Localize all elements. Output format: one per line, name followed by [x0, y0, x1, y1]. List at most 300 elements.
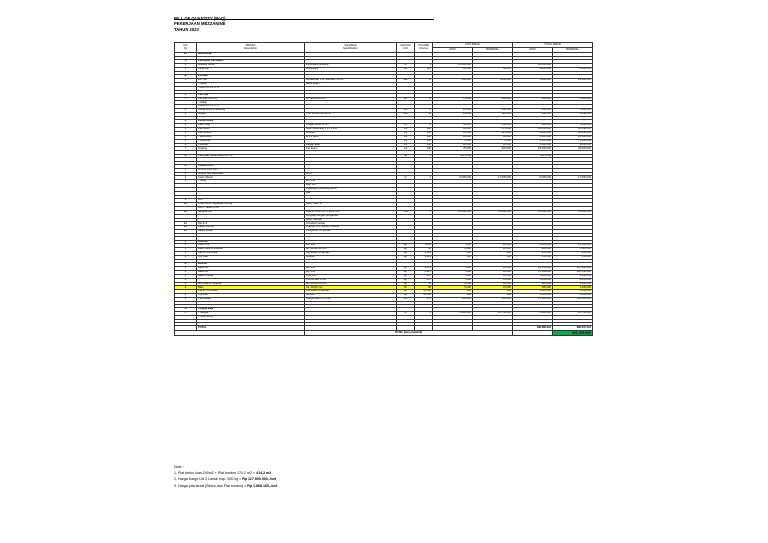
- cell-spec: Uk. 16x35 mm: [305, 286, 397, 290]
- cell-mat: 200.000: [473, 147, 513, 151]
- cell-spec: Cat dasar 3x lapisan: [305, 252, 397, 256]
- cell-jasa: 6.000: [433, 282, 473, 286]
- col-uraian: URAIAN Description: [197, 43, 305, 53]
- cell-vol: 56: [415, 248, 433, 252]
- cell-vol: 1.319: [415, 252, 433, 256]
- cell-uraian: Pasir urug: [197, 124, 305, 128]
- cell-uraian: Sangkar Lift: [197, 210, 305, 214]
- cell-uraian: Base plate & Stiffener: [197, 248, 305, 252]
- cell-tm: 117.580.000: [553, 267, 593, 271]
- cell-vol: 5.327: [415, 270, 433, 274]
- notes-title: Note :: [174, 465, 184, 469]
- cell-tm: 106.540.000: [553, 270, 593, 274]
- cell-no: 8: [175, 294, 197, 298]
- note-value: Rp 117.500.000,-/set: [242, 477, 277, 482]
- cell-sat: m2: [397, 298, 415, 302]
- cell-jasa: 10.000: [433, 135, 473, 139]
- cell-spec: Bondek: [305, 131, 397, 135]
- cell-tj: 5.000.000: [513, 176, 553, 180]
- col-total-material: MATERIAL: [553, 48, 593, 53]
- cell-uraian: - Galian: [197, 101, 305, 105]
- grand-total-label: TOTAL (jasa+material): [305, 331, 513, 336]
- cell-jasa: 3.675.000: [433, 154, 473, 158]
- note-value: Rp 1.868.165,-/m2: [247, 483, 278, 488]
- cell-mat: 20.000: [473, 270, 513, 274]
- cell-no: 1: [175, 244, 197, 248]
- cell-vol: 240: [415, 128, 433, 132]
- cell-no: 2: [175, 248, 197, 252]
- cell-uraian: Balok Bordes: [197, 274, 305, 278]
- cell-no: 2: [175, 67, 197, 71]
- cell-tj: 2.400.000: [513, 143, 553, 147]
- cell-tj: 150.000: [513, 109, 553, 113]
- cell-tj: 480.000: [513, 113, 553, 117]
- cell-uraian: Pondasi: [197, 74, 305, 78]
- cell-tj: 659.500: [513, 256, 553, 260]
- cell-no: 1: [175, 63, 197, 67]
- cell-uraian: BALOK: [197, 263, 305, 267]
- cell-uraian: Kolom Mesin: [197, 176, 305, 180]
- cell-tm: 17.000.000: [553, 176, 593, 180]
- cell-no: F: [175, 240, 197, 244]
- cell-spec: Plat bondex 0.75 mm: [305, 298, 397, 302]
- note-item: [174, 483, 277, 489]
- cell-tj: 324.000: [513, 282, 553, 286]
- cell-tj: 3.600.000: [513, 78, 553, 82]
- cell-tj: 18.000.000: [513, 147, 553, 151]
- cell-vol: 240: [415, 147, 433, 151]
- cell-vol: 8: [415, 78, 433, 82]
- cell-no: D: [175, 164, 197, 168]
- cell-sat: titik: [397, 78, 415, 82]
- cell-no: 2: [175, 109, 197, 113]
- cell-uraian: Safety Brake: [197, 230, 305, 234]
- cell-tj: 5.000.000: [513, 312, 553, 316]
- cell-vol: 1.319: [415, 256, 433, 260]
- cell-tj: 37.289.000: [513, 270, 553, 274]
- cell-no: E: [175, 154, 197, 158]
- cell-spec: uk. 30x20x10 mm: [305, 282, 397, 286]
- cell-no: 3: [175, 274, 197, 278]
- cell-jasa: 50.000: [433, 124, 473, 128]
- cell-jasa: 500: [433, 294, 473, 298]
- cell-uraian: Lantai kerja & bekisting: [197, 109, 305, 113]
- cell-mat: 20.000: [473, 143, 513, 147]
- cell-no: 4: [175, 278, 197, 282]
- note-value: 414,2 m2: [256, 471, 272, 476]
- cell-no: 1: [175, 168, 197, 172]
- cell-no: E1: [175, 210, 197, 214]
- cell-vol: 1: [415, 63, 433, 67]
- cell-uraian: CARGO LIFT: [197, 164, 305, 168]
- cell-tm: 1.200.000: [553, 139, 593, 143]
- cell-sat: bh: [397, 286, 415, 290]
- boq-table: [174, 42, 593, 336]
- cell-spec: Plat bordes 3 mm: [305, 278, 397, 282]
- cell-tj: 200.000: [513, 124, 553, 128]
- cell-tm: 4.005.000: [553, 278, 593, 282]
- cell-no: 5: [175, 282, 197, 286]
- cell-tj: 336.000: [513, 248, 553, 252]
- cell-jasa: 5.000.000: [433, 312, 473, 316]
- cell-tm: 12.750.000: [553, 312, 593, 316]
- cell-spec: Pengaman 60 persen: [305, 230, 397, 234]
- note-number: 1.: [174, 471, 177, 476]
- cell-mat: 250.000: [473, 124, 513, 128]
- cell-jasa: 500: [433, 290, 473, 294]
- cell-mat: 500: [473, 256, 513, 260]
- cell-vol: 4: [415, 124, 433, 128]
- cell-uraian: - Bekisting: [197, 139, 305, 143]
- col-no: NO No: [175, 43, 197, 53]
- cell-spec: Bondex: [305, 256, 397, 260]
- notes: [174, 464, 277, 489]
- cell-tm: 686.037.410: [553, 326, 593, 331]
- cell-sat: m2: [397, 109, 415, 113]
- cell-no: 3: [175, 176, 197, 180]
- cell-mat: 500: [473, 290, 513, 294]
- cell-tm: 1.200.000: [553, 286, 593, 290]
- cell-mat: 20.000: [473, 267, 513, 271]
- cell-uraian: 300 V Tebal 2 mm: [197, 206, 305, 210]
- cell-jasa: 10.000: [433, 143, 473, 147]
- cell-tm: 1.080.000: [553, 109, 593, 113]
- cell-no: E1: [175, 222, 197, 226]
- cell-uraian: Pile cap 6 (P.C1): [197, 97, 305, 101]
- cell-vol: 1: [415, 210, 433, 214]
- doc-project: PEKERJAAN MEZZANINE: [174, 21, 226, 27]
- cell-no: B: [175, 74, 197, 78]
- cell-vol: 1.263: [415, 244, 433, 248]
- cell-sat: kg: [397, 282, 415, 286]
- note-number: 2.: [174, 477, 177, 482]
- cell-uraian: TOTAL: [197, 326, 305, 331]
- cell-uraian: STRUKTUR LIFT: [197, 168, 305, 172]
- cell-tm: 5.841.000: [553, 294, 593, 298]
- cell-sat: kg: [397, 252, 415, 256]
- cell-tj: 1.200.000: [513, 139, 553, 143]
- boq-body: [175, 53, 593, 336]
- cell-tm: 42.048.000: [553, 128, 593, 132]
- cell-jasa: 6.000: [433, 248, 473, 252]
- cell-sat: bh: [397, 97, 415, 101]
- cell-spec: Urugan tebal 10 cm: [305, 124, 397, 128]
- boq-sheet: [174, 16, 592, 488]
- cell-jasa: 10.000.000: [433, 210, 473, 214]
- cell-mat: 120.000: [473, 113, 513, 117]
- cell-sat: m2: [397, 131, 415, 135]
- cell-tm: 659.500: [553, 252, 593, 256]
- cell-vol: 80: [415, 286, 433, 290]
- cell-tj: 5.841.000: [513, 290, 553, 294]
- cell-mat: 500: [473, 252, 513, 256]
- cell-spec: 2 lantai, PLC system, tombol: [305, 226, 397, 230]
- cell-uraian: Lantai Dasar: [197, 120, 305, 124]
- cell-mat: 60.000: [473, 67, 513, 71]
- cell-sat: kg: [397, 274, 415, 278]
- cell-mat: 500: [473, 294, 513, 298]
- cell-uraian: MEZANINE: [197, 53, 305, 57]
- cell-vol: 1: [415, 312, 433, 316]
- cell-no: 2: [175, 172, 197, 176]
- cell-no: E1: [175, 230, 197, 234]
- cell-spec: penel manual: [305, 218, 397, 222]
- cell-mat: 15.000: [473, 286, 513, 290]
- cell-no: 4: [175, 135, 197, 139]
- cell-jasa: 25.000: [433, 109, 473, 113]
- cell-uraian: Panel Control: [197, 226, 305, 230]
- cell-spec: Ukuran 1600 mm x 2000 mm: [305, 210, 397, 214]
- cell-jasa: 500: [433, 252, 473, 256]
- cell-mat: 175.200: [473, 128, 513, 132]
- cell-vol: 54: [415, 282, 433, 286]
- cell-uraian: Gudang Kerja: [197, 63, 305, 67]
- cell-vol: 110: [415, 67, 433, 71]
- cell-tj: 198.288.916: [513, 326, 553, 331]
- cell-sat: kg: [397, 267, 415, 271]
- cell-mat: 12.750.000: [473, 312, 513, 316]
- cell-no: G: [175, 263, 197, 267]
- cell-sat: m2: [397, 139, 415, 143]
- cell-sat: kg: [397, 290, 415, 294]
- note-text: Harga plat lantai (Beton dan Plat bordes) =: [178, 483, 248, 488]
- cell-uraian: Bor Pile: [197, 78, 305, 82]
- cell-tm: 1.080.000: [553, 282, 593, 286]
- cell-jasa: 500: [433, 256, 473, 260]
- cell-spec: Bondex: [305, 294, 397, 298]
- cell-empty: [175, 331, 305, 336]
- cell-vol: 6: [415, 109, 433, 113]
- cell-uraian: Balok B2: [197, 270, 305, 274]
- cell-vol: 240: [415, 139, 433, 143]
- cell-tj: 600.000: [513, 97, 553, 101]
- cell-spec: Penunjang Gudang: [305, 63, 397, 67]
- cell-jasa: 10.000.000: [433, 63, 473, 67]
- cell-no: C: [175, 93, 197, 97]
- cell-vol: 240: [415, 143, 433, 147]
- cell-jasa: 5.000.000: [433, 176, 473, 180]
- cell-tm: 55.000.000: [553, 210, 593, 214]
- cell-sat: unit: [397, 210, 415, 214]
- cell-no: 1: [175, 97, 197, 101]
- doc-title: BILL OF QUANTITY (BoQ): [174, 16, 226, 21]
- cell-spec: ikat: [305, 192, 397, 196]
- cell-uraian: Kolom K1: [197, 244, 305, 248]
- cell-spec: Included bracket: [305, 222, 397, 226]
- cell-uraian: Chain Hoist Kapasitas 500 kg: [197, 203, 305, 207]
- cell-no: 3: [175, 252, 197, 256]
- cell-tj: 5.841.000: [513, 294, 553, 298]
- cell-no: 1: [175, 312, 197, 316]
- col-satuan: SATUAN Unit: [397, 43, 415, 53]
- cell-uraian: Topping: [197, 147, 305, 151]
- cell-uraian: Plat bondex: [197, 131, 305, 135]
- cell-jasa: 35.000: [433, 67, 473, 71]
- cell-mat: 55.000.000: [473, 210, 513, 214]
- col-unit-material: MATERIAL: [473, 48, 513, 53]
- cell-mat: 600.000: [473, 298, 513, 302]
- cell-jasa: 100.000: [433, 298, 473, 302]
- cell-no: 4: [175, 180, 197, 184]
- cell-sat: kg: [397, 278, 415, 282]
- col-total-price: TOTAL PRICE: [513, 43, 593, 48]
- cell-spec: WF 200: [305, 270, 397, 274]
- cell-spec: scaffolding: [305, 67, 397, 71]
- cell-sat: ls: [397, 176, 415, 180]
- cell-vol: 267: [415, 278, 433, 282]
- cell-no: H: [175, 308, 197, 312]
- note-text: Harga Kargo Lift 2 Lantai Kap. 500 kg =: [178, 477, 243, 482]
- cell-tj: 3.675.000: [513, 154, 553, 158]
- cell-tm: 1.000.000: [553, 124, 593, 128]
- cell-tj: 659.500: [513, 252, 553, 256]
- cell-uraian: - Pipa railing: [197, 316, 305, 320]
- cell-tm: 103.200.000: [553, 298, 593, 302]
- cell-jasa: 5.000: [433, 139, 473, 143]
- cell-uraian: Tangga Baja: [197, 308, 305, 312]
- note-number: 3.: [174, 483, 177, 488]
- cell-no: 5: [175, 139, 197, 143]
- cell-no: A: [175, 60, 197, 64]
- cell-tm: 1.120.000: [553, 248, 593, 252]
- cell-spec: M 16: [305, 172, 397, 176]
- cell-uraian: Cat 3x Chromate: [197, 290, 305, 294]
- cell-tj: 20.400.000: [513, 128, 553, 132]
- cell-no: 1: [175, 267, 197, 271]
- cell-tj: 3.850.000: [513, 67, 553, 71]
- col-unit-jasa: JASA: [433, 48, 473, 53]
- cell-tm: 25.260.000: [553, 244, 593, 248]
- cell-no: E1: [175, 203, 197, 207]
- cell-spec: uk. 60x60x60 cm: [305, 97, 397, 101]
- cell-sat: titik: [397, 113, 415, 117]
- cell-tm: 6.600.000: [553, 67, 593, 71]
- cell-tj: 400.000: [513, 286, 553, 290]
- cell-sat: m2: [397, 67, 415, 71]
- cell-jasa: 7.000: [433, 267, 473, 271]
- cell-uraian: - Wiremesh: [197, 135, 305, 139]
- grand-total-value: 891.209.000: [553, 331, 593, 336]
- cell-uraian: Pekerjaan lantai dasar ext. Mt: [197, 154, 305, 158]
- cell-spec: Merk Trans III: [305, 203, 397, 207]
- cell-spec: Kedalaman 6 m, diameter 30 cm: [305, 78, 397, 82]
- note-text: Plat beton luas 240m2 + Plat bordes 174,2 m2 =: [178, 471, 257, 476]
- cell-no: E1: [175, 53, 197, 57]
- cell-uraian: Perancah: [197, 67, 305, 71]
- cell-uraian: Plat Lantai: [197, 298, 305, 302]
- cell-vol: 32: [415, 113, 433, 117]
- cell-jasa: 25.000: [433, 131, 473, 135]
- cell-no: 1: [175, 124, 197, 128]
- cell-uraian: Angkur: [197, 113, 305, 117]
- col-unit-price: UNIT PRICE: [433, 43, 513, 48]
- cell-jasa: 85.000: [433, 128, 473, 132]
- cell-sat: kg: [397, 256, 415, 260]
- cell-no: 6: [175, 143, 197, 147]
- cell-vol: 257: [415, 274, 433, 278]
- cell-uraian: - Besi 4 D 13, D 8: [197, 105, 305, 109]
- cell-uraian: - Bondex: [197, 143, 305, 147]
- cell-tm: 30.000.000: [553, 131, 593, 135]
- cell-tj: 10.000.000: [513, 210, 553, 214]
- cell-uraian: - Besi 4 D 13, D 8: [197, 86, 305, 90]
- cell-spec: M 8 2 layer: [305, 135, 397, 139]
- cell-jasa: 450.000: [433, 78, 473, 82]
- cell-empty: [513, 331, 553, 336]
- cell-uraian: Cat 3x Chromate: [197, 252, 305, 256]
- cell-spec: Cor beton: [305, 147, 397, 151]
- cell-sat: ls: [397, 63, 415, 67]
- cell-tm: 20.400.000: [553, 135, 593, 139]
- cell-mat: 20.000: [473, 244, 513, 248]
- cell-jasa: 7.000: [433, 274, 473, 278]
- cell-mat: 400.000: [473, 97, 513, 101]
- cell-no: 7: [175, 290, 197, 294]
- cell-no: 6: [175, 286, 197, 290]
- cell-no: 9: [175, 298, 197, 302]
- cell-no: 4: [175, 256, 197, 260]
- cell-tm: 3.200.000: [553, 97, 593, 101]
- cell-vol: 1: [415, 154, 433, 158]
- header-rule: [174, 19, 434, 20]
- cell-uraian: Plat beton: [197, 128, 305, 132]
- cell-no: 2: [175, 128, 197, 132]
- cell-uraian: - Tiang: [197, 180, 305, 184]
- cell-tj: 1.800.000: [513, 274, 553, 278]
- cell-tj: 6.000.000: [513, 131, 553, 135]
- note-item: [174, 476, 277, 482]
- notes-list: [174, 470, 277, 489]
- cell-spec: Cat dasar 3x lapisan: [305, 290, 397, 294]
- cell-mat: 1.800.000: [473, 78, 513, 82]
- cell-spec: Lengkap dengan pengaman: [305, 214, 397, 218]
- cell-tj: 8.841.000: [513, 244, 553, 248]
- cell-spec: WF 200: [305, 267, 397, 271]
- cell-vol: 11.682: [415, 294, 433, 298]
- cell-tj: 17.200.000: [513, 298, 553, 302]
- cell-uraian: LIFT: [197, 199, 305, 203]
- doc-year: TAHUN 2023: [174, 26, 199, 32]
- cell-jasa: 75.000: [433, 147, 473, 151]
- cell-tm: 14.400.000: [553, 78, 593, 82]
- cell-spec: 4 bh 16 mm uk 50 cm: [305, 113, 397, 117]
- cell-uraian: Angkur dan Baseplate: [197, 172, 305, 176]
- cell-uraian: - Galian: [197, 82, 305, 86]
- cell-spec: uk. 30x30x10 mm: [305, 248, 397, 252]
- cell-sat: m2: [397, 128, 415, 132]
- cell-uraian: Baut: [197, 286, 305, 290]
- cell-uraian: Pile Cap: [197, 93, 305, 97]
- cell-no: E1: [175, 226, 197, 230]
- cell-tj: 1.869.000: [513, 278, 553, 282]
- cell-no: 3: [175, 131, 197, 135]
- col-total-jasa: JASA: [513, 48, 553, 53]
- cell-tm: 48.000.000: [553, 147, 593, 151]
- cell-vol: 5.879: [415, 267, 433, 271]
- cell-mat: 15.000: [473, 278, 513, 282]
- cell-sat: kg: [397, 270, 415, 274]
- cell-sat: m2: [397, 147, 415, 151]
- cell-jasa: 7.000: [433, 244, 473, 248]
- cell-jasa: 7.000: [433, 270, 473, 274]
- cell-uraian: Top coat: [197, 294, 305, 298]
- cell-spec: WF 150: [305, 180, 397, 184]
- cell-sat: m2: [397, 135, 415, 139]
- cell-spec: Pasangan Bekisting plafon: [305, 188, 397, 192]
- cell-sat: ls: [397, 312, 415, 316]
- cell-uraian: KOLOM: [197, 240, 305, 244]
- cell-sat: kg: [397, 244, 415, 248]
